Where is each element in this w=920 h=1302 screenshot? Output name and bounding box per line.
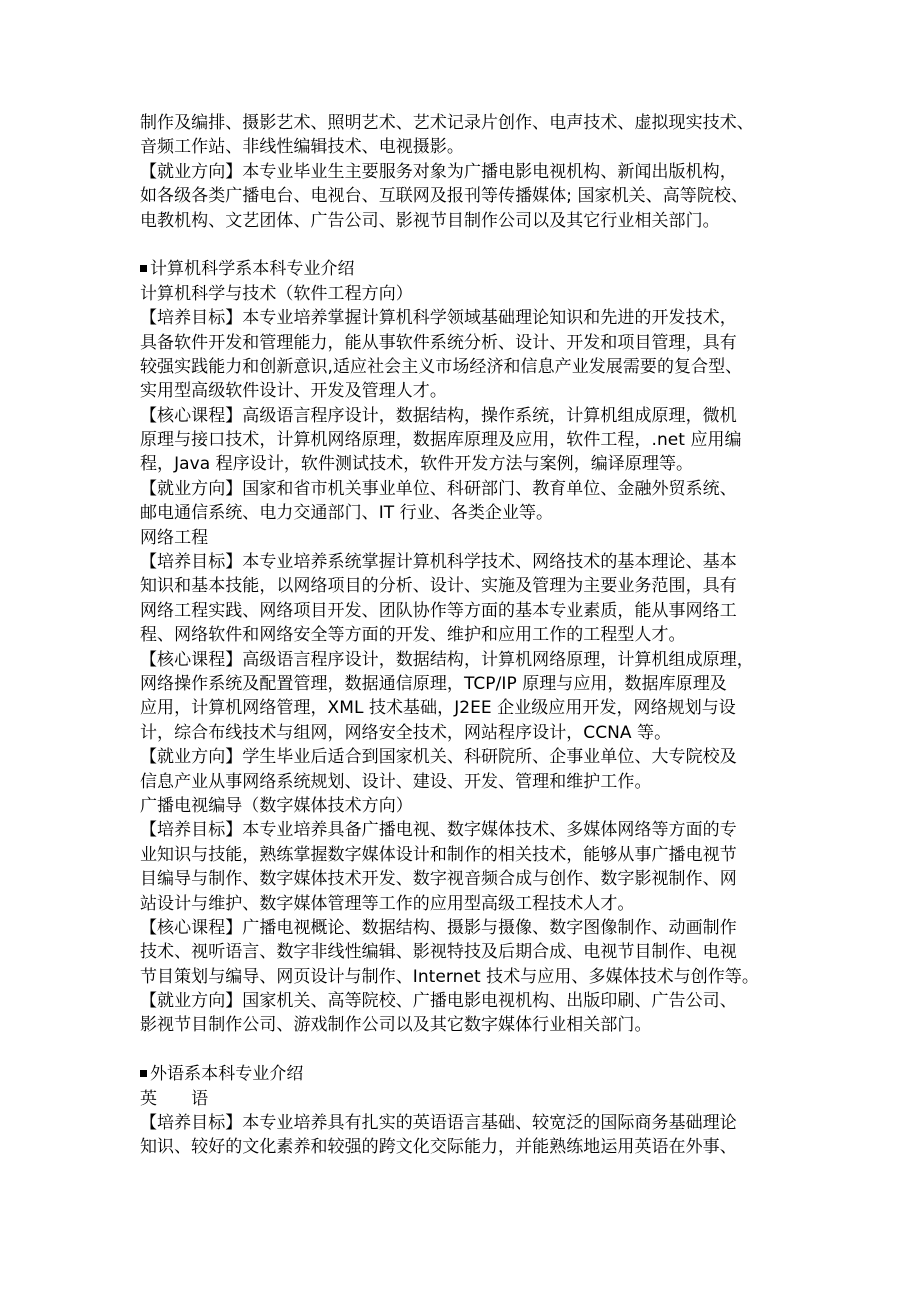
text-line: 具备软件开发和管理能力，能从事软件系统分析、设计、开发和项目管理，具有 [140,332,737,353]
text-line: 【核心课程】高级语言程序设计，数据结构，计算机网络原理，计算机组成原理， [140,649,754,670]
text-line: 【培养目标】本专业培养具备广播电视、数字媒体技术、多媒体网络等方面的专 [140,820,737,841]
text-line: 影视节目制作公司、游戏制作公司以及其它数字媒体行业相关部门。 [140,1015,652,1036]
text-line: 程，Java 程序设计，软件测试技术，软件开发方法与案例，编译原理等。 [140,454,694,475]
text-line: 知识、较好的文化素养和较强的跨文化交际能力，并能熟练地运用英语在外事、 [140,1137,737,1158]
text-line: 程、网络软件和网络安全等方面的开发、维护和应用工作的工程型人才。 [140,625,686,646]
document-page [140,111,790,1160]
text-line: 邮电通信系统、电力交通部门、IT 行业、各类企业等。 [140,503,554,524]
text-line: 电教机构、文艺团体、广告公司、影视节目制作公司以及其它行业相关部门。 [140,210,720,231]
text-line: 站设计与维护、数字媒体管理等工作的应用型高级工程技术人才。 [140,893,635,914]
text-line: 计，综合布线技术与组网，网络安全技术，网站程序设计，CCNA 等。 [140,722,672,743]
text-line: 【就业方向】国家和省市机关事业单位、科研部门、教育单位、金融外贸系统、 [140,478,737,499]
text-line: 业知识与技能，熟练掌握数字媒体设计和制作的相关技术，能够从事广播电视节 [140,844,737,865]
blank-line [140,1038,790,1062]
text-line: 原理与接口技术，计算机网络原理，数据库原理及应用，软件工程，.net 应用编 [140,430,742,451]
text-line: 信息产业从事网络系统规划、设计、建设、开发、管理和维护工作。 [140,771,652,792]
major-title: 计算机科学与技术（软件工程方向） [140,283,413,304]
major-title: 英 语 [140,1088,209,1109]
text-line: 【培养目标】本专业培养掌握计算机科学领域基础理论知识和先进的开发技术， [140,308,737,329]
text-line: 目编导与制作、数字媒体技术开发、数字视音频合成与创作、数字影视制作、网 [140,869,737,890]
text-line: 【就业方向】国家机关、高等院校、广播电影电视机构、出版印刷、广告公司、 [140,991,737,1012]
text-line: 【就业方向】学生毕业后适合到国家机关、科研院所、企事业单位、大专院校及 [140,747,737,768]
major-title: 网络工程 [140,527,209,548]
text-line: 【核心课程】高级语言程序设计，数据结构，操作系统，计算机组成原理，微机 [140,405,737,426]
text-line: 音频工作站、非线性编辑技术、电视摄影。 [140,137,464,158]
square-bullet-icon [140,265,147,272]
square-bullet-icon [140,1070,147,1077]
text-line: 网络工程实践、网络项目开发、团队协作等方面的基本专业素质，能从事网络工 [140,600,737,621]
text-line: 技术、视听语言、数字非线性编辑、影视特技及后期合成、电视节目制作、电视 [140,942,737,963]
section-heading-text: 外语系本科专业介绍 [150,1064,304,1085]
section-heading-cs [140,257,790,281]
text-line: 应用，计算机网络管理，XML 技术基础，J2EE 企业级应用开发，网络规划与设 [140,698,736,719]
text-line: 【培养目标】本专业培养具有扎实的英语语言基础、较宽泛的国际商务基础理论 [140,1113,737,1134]
text-line: 【核心课程】广播电视概论、数据结构、摄影与摄像、数字图像制作、动画制作 [140,917,737,938]
text-line: 较强实践能力和创新意识,适应社会主义市场经济和信息产业发展需要的复合型、 [140,356,743,377]
text-line: 节目策划与编导、网页设计与制作、Internet 技术与应用、多媒体技术与创作等。 [140,966,759,987]
text-line: 知识和基本技能，以网络项目的分析、设计、实施及管理为主要业务范围，具有 [140,576,737,597]
blank-line [140,233,790,257]
text-line: 制作及编排、摄影艺术、照明艺术、艺术记录片创作、电声技术、虚拟现实技术、 [140,113,754,133]
section-heading-fl [140,1062,790,1086]
text-line: 如各级各类广播电台、电视台、互联网及报刊等传播媒体; 国家机关、高等院校、 [140,186,748,207]
major-title: 广播电视编导（数字媒体技术方向） [140,795,413,816]
text-line: 【培养目标】本专业培养系统掌握计算机科学技术、网络技术的基本理论、基本 [140,552,737,573]
text-line: 网络操作系统及配置管理，数据通信原理，TCP/IP 原理与应用，数据库原理及 [140,673,727,694]
text-line: 实用型高级软件设计、开发及管理人才。 [140,381,447,402]
section-heading-text: 计算机科学系本科专业介绍 [150,259,355,280]
text-line: 【就业方向】本专业毕业生主要服务对象为广播电影电视机构、新闻出版机构， [140,161,737,182]
